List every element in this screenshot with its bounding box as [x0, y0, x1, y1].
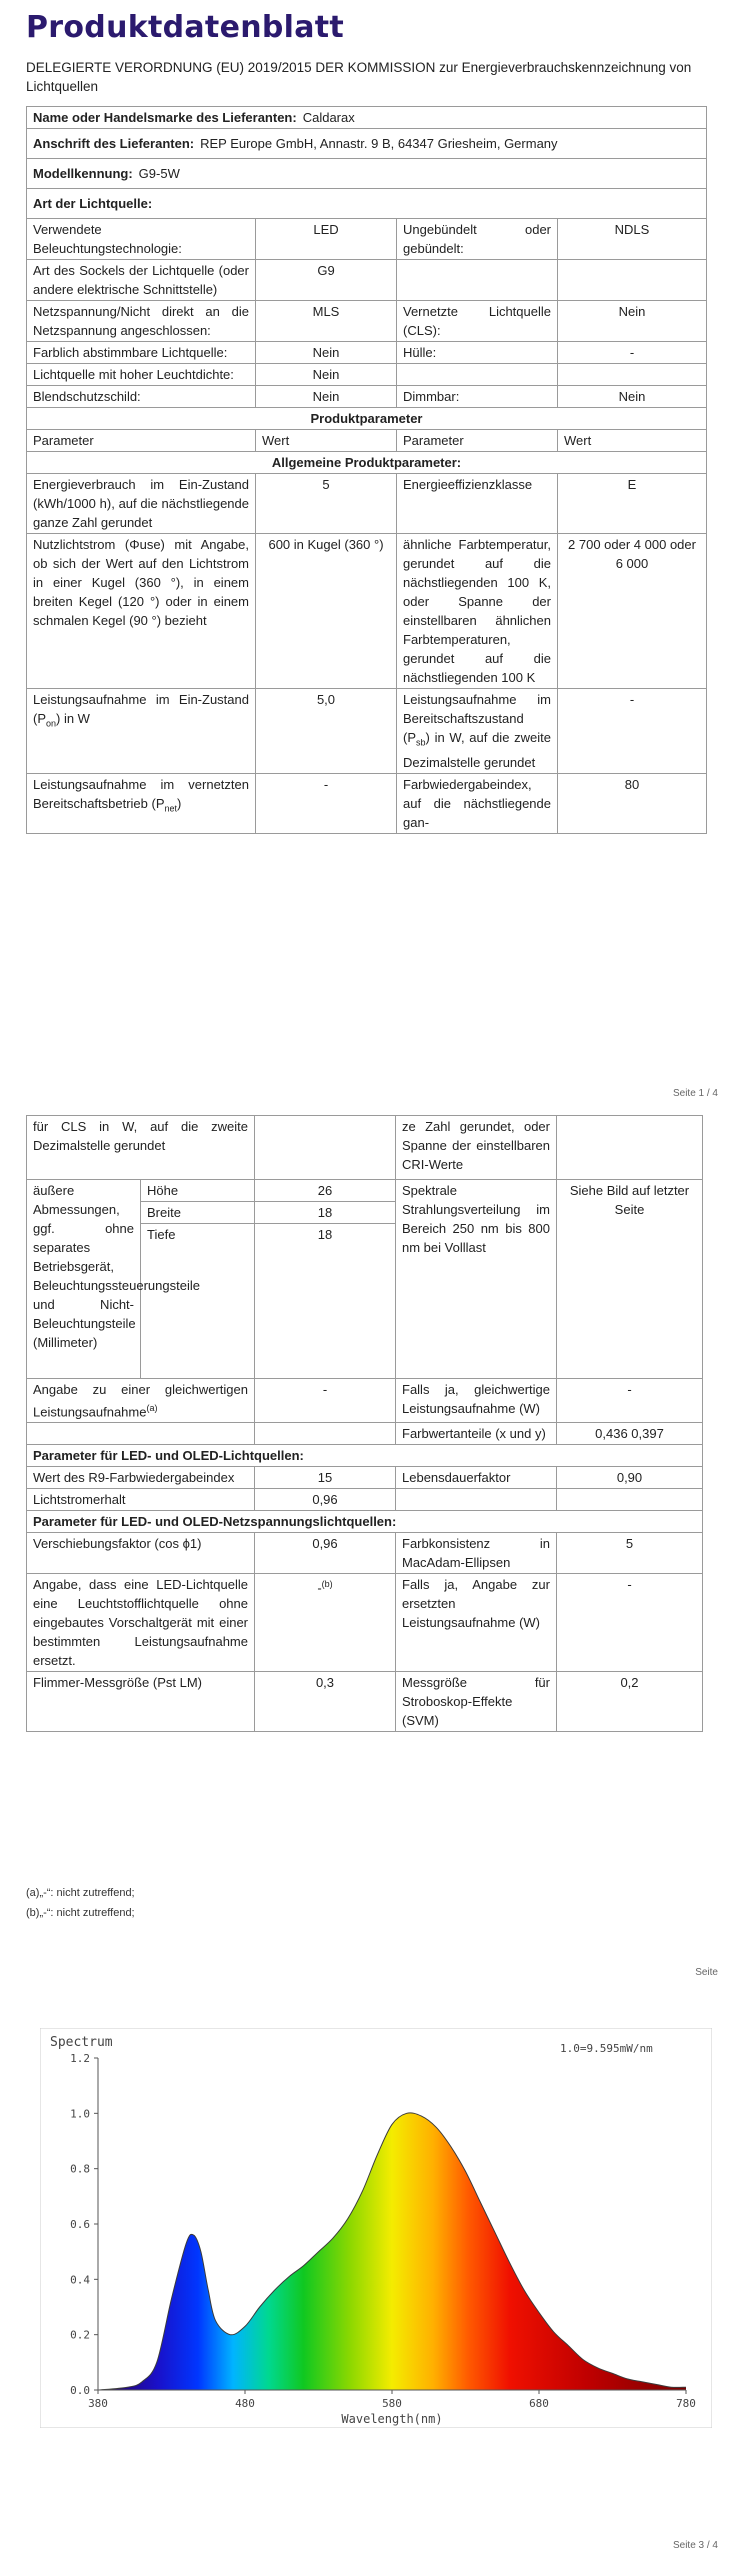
x-tick-label: 480	[235, 2397, 255, 2410]
table-row: Nutzlichtstrom (Φuse) mit Angabe, ob sich der Wert auf den Lichtstrom in einer Kugel (360 °), in einem breiten Kegel (120 °) oder in einem schmalen Kegel (90 °) bezieht 600 in Kugel (360 °) ähnliche Farbtemperatur, gerundet auf die nächstliegenden 100 K, oder Spanne der einstellbaren ähnlichen Farbtemperaturen, gerundet auf die nächstliegenden 100 K 2 700 oder 4 000 oder 6 000	[27, 534, 707, 689]
supplier-address-row: Anschrift des Lieferanten: REP Europe GmbH, Annastr. 9 B, 64347 Griesheim, Germany	[27, 129, 707, 159]
led-params-heading: Parameter für LED- und OLED-Lichtquellen:	[27, 1445, 703, 1467]
table-row: Energieverbrauch im Ein-Zustand (kWh/1000 h), auf die nächstliegende ganze Zahl gerundet 5 Energieeffizienzklasse E	[27, 474, 707, 534]
x-tick-label: 680	[529, 2397, 549, 2410]
table-header-row: Parameter Wert Parameter Wert	[27, 430, 707, 452]
table-row: Leistungsaufnahme im vernetzten Bereitschaftsbetrieb $(P_{net})$ - Farbwiedergabeindex, auf die nächstliegende gan- 80	[27, 773, 707, 833]
y-tick-label: 1.2	[70, 2052, 90, 2065]
table-row: Wert des R9-Farbwiedergabeindex 15 Lebensdauerfaktor 0,90	[27, 1467, 703, 1489]
table-row: Angabe zu einer gleichwertigen Leistungsaufnahme$^{(a)}$ - Falls ja, gleichwertige Leistungsaufnahme (W) -	[27, 1379, 703, 1423]
footnote-b: (b)„-“: nicht zutreffend;	[26, 1907, 135, 1919]
table-row: äußere Abmessungen, ggf. ohne separates Betriebsgerät, Beleuchtungssteuerungsteile und Nicht-Beleuchtungsteile (Millimeter) Höhe 26 Spektrale Strahlungsverteilung im Bereich 250 nm bis 800 nm bei Volllast Siehe Bild auf letzter Seite	[27, 1180, 703, 1202]
table-row: Tiefe 18	[27, 1224, 703, 1379]
page-1	[0, 0, 732, 1105]
table-row: Netzspannung/Nicht direkt an die Netzspannung angeschlossen: MLS Vernetzte Lichtquelle (CLS): Nein	[27, 301, 707, 342]
model-id-row: Modellkennung: G9-5W	[27, 159, 707, 189]
table-row: Breite 18	[27, 1202, 703, 1224]
mains-params-heading: Parameter für LED- und OLED-Netzspannungslichtquellen:	[27, 1511, 703, 1533]
table-row: Art des Sockels der Lichtquelle (oder andere elektrische Schnittstelle) G9	[27, 260, 707, 301]
page-2	[0, 1105, 732, 1990]
page-number: Seite 3 / 4	[672, 2540, 718, 2551]
table-row: Angabe, dass eine LED-Lichtquelle eine Leuchtstofflichtquelle ohne eingebautes Vorschaltgerät mit einer bestimmten Leistungsaufnahme ersetzt. -$^{(b)}$ Falls ja, Angabe zur ersetzten Leistungsaufnahme (W) -	[27, 1574, 703, 1672]
page-3	[0, 1990, 732, 2560]
table-row: Leistungsaufnahme im Ein-Zustand $(P_{on})$ in W 5,0 Leistungsaufnahme im Bereitschaftszustand $(P_{sb})$ in W, auf die zweite Dezimalstelle gerundet -	[27, 689, 707, 774]
table-row: Verschiebungsfaktor (cos ϕ1) 0,96 Farbkonsistenz in MacAdam-Ellipsen 5	[27, 1533, 703, 1574]
chart-title: Spectrum	[50, 2035, 113, 2050]
y-tick-label: 0.8	[70, 2162, 90, 2176]
dimensions-label: äußere Abmessungen, ggf. ohne separates Betriebsgerät, Beleuchtungssteuerungsteile und Nicht-Beleuchtungsteile (Millimeter)	[27, 1180, 141, 1379]
y-tick-label: 0.6	[70, 2218, 90, 2231]
table-row: für CLS in W, auf die zweite Dezimalstelle gerundet ze Zahl gerundet, oder Spanne der einstellbaren CRI-Werte	[27, 1116, 703, 1180]
y-tick-label: 1.0	[70, 2107, 90, 2121]
x-tick-label: 780	[676, 2397, 696, 2410]
chart-annotation: 1.0=9.595mW/nm	[560, 2042, 653, 2055]
spectrum-chart	[40, 2028, 712, 2428]
page-number: Seite 1 / 4	[672, 1088, 718, 1099]
footnote-a: (a)„-“: nicht zutreffend;	[26, 1887, 135, 1899]
table-row: Verwendete Beleuchtungstechnologie: LED Ungebündelt oder gebündelt: NDLS	[27, 219, 707, 260]
light-source-heading: Art der Lichtquelle:	[27, 189, 707, 219]
table-row: Farblich abstimmbare Lichtquelle: Nein Hülle: -	[27, 342, 707, 364]
table-row: Blendschutzschild: Nein Dimmbar: Nein	[27, 386, 707, 408]
table-row: Flimmer-Messgröße (Pst LM) 0,3 Messgröße für Stroboskop-Effekte (SVM) 0,2	[27, 1672, 703, 1732]
table-row: Lichtstromerhalt 0,96	[27, 1489, 703, 1511]
y-tick-label: 0.2	[70, 2328, 90, 2342]
page-number: Seite	[695, 1967, 718, 1978]
general-params-heading: Allgemeine Produktparameter:	[27, 452, 707, 474]
y-tick-label: 0.0	[70, 2384, 90, 2397]
datasheet-table-page2	[26, 1115, 703, 1732]
regulation-subtitle: DELEGIERTE VERORDNUNG (EU) 2019/2015 DER KOMMISSION zur Energieverbrauchskennzeichnung von Lichtquellen	[26, 60, 692, 94]
x-tick-label: 380	[88, 2397, 108, 2410]
supplier-name-row: Name oder Handelsmarke des Lieferanten: Caldarax	[27, 107, 707, 129]
y-tick-label: 0.4	[70, 2273, 90, 2287]
product-params-heading: Produktparameter	[27, 408, 707, 430]
page-title: Produktdatenblatt	[26, 10, 345, 45]
datasheet-table-page1	[26, 106, 707, 834]
table-row: Lichtquelle mit hoher Leuchtdichte: Nein	[27, 364, 707, 386]
x-tick-label: 580	[382, 2397, 402, 2410]
table-row: Farbwertanteile (x und y) 0,436 0,397	[27, 1423, 703, 1445]
x-axis-label: Wavelength(nm)	[341, 2412, 443, 2426]
